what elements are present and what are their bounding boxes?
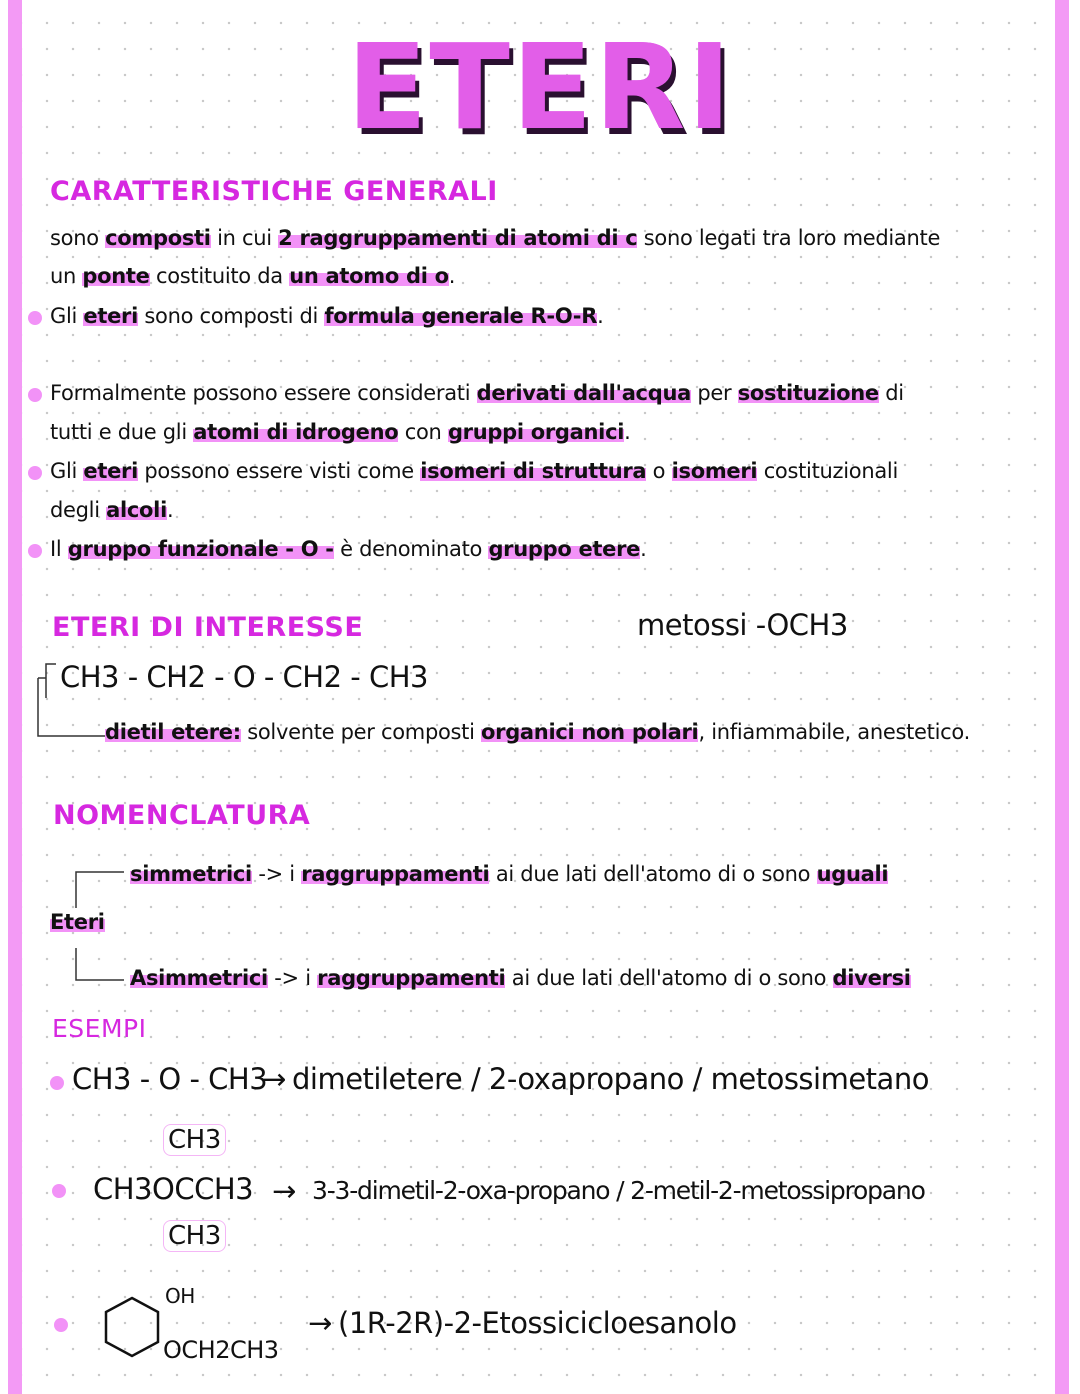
text-segment: possono essere visti come [138,459,421,483]
text-segment: -> i [251,862,302,886]
text-line [130,862,888,886]
highlighted-text: organici non polari [481,720,699,744]
bullet-dot [50,1076,64,1090]
highlighted-text: alcoli [106,498,167,522]
text-segment: . [166,498,174,522]
example-1-formula: CH3 - O - CH3 [72,1062,268,1096]
example-2-top-group: CH3 [163,1124,226,1156]
bullet-dot [28,544,42,558]
bullet-line [50,537,647,561]
highlighted-text: simmetrici [130,862,252,886]
bullet-dot [28,466,42,480]
example-3-arrow: → [308,1306,332,1340]
text-segment: sono composti di [138,304,325,328]
text-segment: . [640,537,647,561]
example-1-name: dimetiletere / 2-oxapropano / metossimetano [292,1062,929,1096]
bracket-connector [30,660,110,742]
bullet-line [50,459,898,483]
left-margin-border [8,0,22,1394]
text-segment: , infiammabile, anestetico. [698,720,970,744]
heading-nomenclature: NOMENCLATURA [53,800,311,831]
text-line [50,420,631,444]
text-segment: ai due lati dell'atomo di o sono [489,862,817,886]
highlighted-text: Asimmetrici [130,966,268,990]
text-segment: costituzionali [757,459,898,483]
bullet-dot [28,388,42,402]
example-3-oh: OH [165,1284,195,1308]
example-2-formula: CH3OCCH3 [93,1172,254,1206]
heading-examples: ESEMPI [52,1014,147,1043]
text-segment: degli [50,498,107,522]
example-3-name: (1R-2R)-2-Etossicicloesanolo [338,1306,737,1340]
page-title: ETERI [0,18,1080,156]
text-segment: un [50,264,83,288]
text-segment: è denominato [333,537,489,561]
highlighted-text: eteri [83,304,139,328]
text-segment: . [448,264,456,288]
highlighted-text: isomeri [671,459,758,483]
bullet-dot [52,1184,66,1198]
highlighted-text: diversi [832,966,911,990]
text-segment: tutti e due gli [50,420,194,444]
text-segment: in cui [210,226,279,250]
heading-interest: ETERI DI INTERESSE [52,612,364,643]
bullet-dot [28,311,42,325]
highlighted-text: gruppo funzionale - O - [67,537,334,561]
text-segment: -> i [267,966,318,990]
diethyl-ether-formula: CH3 - CH2 - O - CH2 - CH3 [60,660,428,694]
text-segment: sono legati tra loro mediante [637,226,941,250]
text-line [50,498,173,522]
example-1-arrow: → [262,1062,286,1096]
heading-general: CARATTERISTICHE GENERALI [50,176,498,207]
highlighted-text: raggruppamenti [317,966,506,990]
example-3-substituent: OCH2CH3 [163,1336,279,1364]
highlighted-text: derivati dall'acqua [476,381,691,405]
text-segment: con [398,420,448,444]
example-2-arrow: → [272,1174,296,1208]
highlighted-text: formula generale R-O-R [324,304,598,328]
highlighted-text: 2 raggruppamenti di atomi di c [278,226,638,250]
text-segment: per [690,381,738,405]
text-segment: ai due lati dell'atomo di o sono [505,966,833,990]
text-segment: costituito da [149,264,290,288]
bullet-line [50,381,904,405]
highlighted-text: sostituzione [737,381,879,405]
text-segment: o [646,459,672,483]
cyclohexane-ring-icon [100,1290,170,1370]
highlighted-text: uguali [816,862,889,886]
text-segment: . [624,420,631,444]
highlighted-text: dietil etere: [105,720,241,744]
metossi-note: metossi -OCH3 [637,608,848,642]
text-line [130,966,911,990]
text-segment: Formalmente possono essere considerati [50,381,477,405]
text-segment: Il [50,537,68,561]
highlighted-text: raggruppamenti [301,862,490,886]
text-segment: . [597,304,604,328]
example-2-name: 3-3-dimetil-2-oxa-propano / 2-metil-2-metossipropano [312,1176,925,1205]
text-segment: di [878,381,904,405]
text-segment: Gli [50,459,84,483]
highlighted-text: composti [105,226,211,250]
text-line [50,910,105,934]
text-line [50,264,455,288]
highlighted-text: un atomo di o [289,264,449,288]
highlighted-text: gruppi organici [447,420,625,444]
text-line [50,226,940,250]
example-2-bottom-group: CH3 [163,1220,226,1252]
bullet-line [50,304,603,328]
highlighted-text: eteri [83,459,139,483]
highlighted-text: Eteri [50,910,105,934]
text-segment: solvente per composti [240,720,482,744]
text-line [105,720,970,744]
highlighted-text: atomi di idrogeno [193,420,399,444]
highlighted-text: ponte [82,264,150,288]
bullet-dot [54,1318,68,1332]
text-segment: sono [50,226,106,250]
highlighted-text: isomeri di struttura [420,459,647,483]
highlighted-text: gruppo etere [488,537,641,561]
right-margin-border [1055,0,1069,1394]
text-segment: Gli [50,304,84,328]
